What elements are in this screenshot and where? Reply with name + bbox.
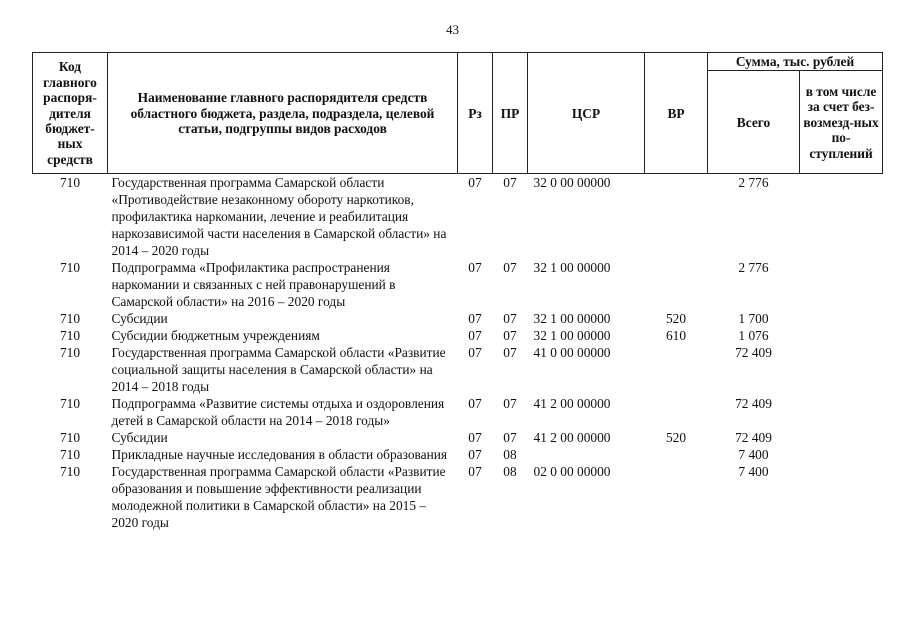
cell-code: 710 <box>59 328 81 344</box>
cell-incl <box>800 174 883 260</box>
cell-code: 710 <box>59 345 81 361</box>
cell-csr: 32 1 00 00000 <box>533 260 611 276</box>
cell-pr: 07 <box>503 260 517 276</box>
cell-incl <box>800 429 883 446</box>
cell-csr: 32 1 00 00000 <box>533 328 611 344</box>
cell-pr: 07 <box>503 328 517 344</box>
header-total: Всего <box>708 71 800 174</box>
table-row <box>33 463 883 531</box>
cell-rz: 07 <box>468 328 482 344</box>
cell-vr <box>645 344 708 395</box>
header-sum: Сумма, тыс. рублей <box>708 53 883 71</box>
cell-pr: 07 <box>503 175 517 191</box>
header-code: Код главного распоря-дителя бюджет-ных средств <box>33 53 108 174</box>
cell-pr: 07 <box>503 345 517 361</box>
table-row <box>33 327 883 344</box>
cell-total: 72 409 <box>735 396 772 412</box>
cell-rz: 07 <box>468 311 482 327</box>
header-csr: ЦСР <box>528 53 645 174</box>
cell-total: 1 076 <box>738 328 769 344</box>
cell-name: Государственная программа Самарской области «Развитие социальной защиты населения в Самарской области» на 2014 – 2018 годы <box>111 345 446 395</box>
cell-name: Государственная программа Самарской области «Развитие образования и повышение эффективности реализации молодежной политики в Самарской области» на 2015 – 2020 годы <box>111 464 446 531</box>
cell-rz: 07 <box>468 464 482 480</box>
cell-pr: 07 <box>503 430 517 446</box>
table-row <box>33 344 883 395</box>
cell-csr: 41 0 00 00000 <box>533 345 611 361</box>
cell-vr: 610 <box>665 328 687 344</box>
header-pr: ПР <box>493 53 528 174</box>
cell-vr: 520 <box>665 430 687 446</box>
cell-vr <box>645 463 708 531</box>
cell-total: 72 409 <box>735 430 772 446</box>
cell-code: 710 <box>59 464 81 480</box>
cell-pr: 07 <box>503 311 517 327</box>
page-number: 43 <box>446 22 459 37</box>
cell-total: 2 776 <box>738 175 769 191</box>
cell-pr: 07 <box>503 396 517 412</box>
cell-incl <box>800 395 883 429</box>
cell-rz: 07 <box>468 260 482 276</box>
cell-rz: 07 <box>468 447 482 463</box>
cell-vr <box>645 395 708 429</box>
cell-code: 710 <box>59 175 81 191</box>
cell-csr: 41 2 00 00000 <box>533 430 611 446</box>
cell-name: Субсидии <box>111 311 168 327</box>
cell-total: 72 409 <box>735 345 772 361</box>
cell-incl <box>800 463 883 531</box>
cell-code: 710 <box>59 447 81 463</box>
cell-incl <box>800 446 883 463</box>
cell-name: Прикладные научные исследования в области образования <box>111 447 448 463</box>
cell-incl <box>800 327 883 344</box>
cell-code: 710 <box>59 311 81 327</box>
cell-rz: 07 <box>468 345 482 361</box>
cell-rz: 07 <box>468 430 482 446</box>
cell-csr: 41 2 00 00000 <box>533 396 611 412</box>
table-row <box>33 429 883 446</box>
header-incl: в том числе за счет без-возмезд-ных по-ступлений <box>800 71 883 174</box>
header-name: Наименование главного распорядителя средств областного бюджета, раздела, подраздела, целевой статьи, подгруппы видов расходов <box>108 53 458 174</box>
cell-csr: 32 1 00 00000 <box>533 311 611 327</box>
cell-total: 7 400 <box>738 464 769 480</box>
header-rz: Рз <box>458 53 493 174</box>
table-row <box>33 310 883 327</box>
cell-total: 2 776 <box>738 260 769 276</box>
table-row <box>33 174 883 260</box>
cell-code: 710 <box>59 396 81 412</box>
cell-name: Государственная программа Самарской области «Противодействие незаконному обороту наркотиков, профилактика наркомании, лечение и реабилитация наркозависимой части населения в Самарской области» на 2014 – 2020 годы <box>111 175 447 259</box>
budget-table <box>32 52 883 531</box>
cell-name: Субсидии <box>111 430 168 446</box>
cell-pr: 08 <box>503 447 517 463</box>
cell-pr: 08 <box>503 464 517 480</box>
cell-rz: 07 <box>468 396 482 412</box>
cell-vr: 520 <box>665 311 687 327</box>
cell-csr: 32 0 00 00000 <box>533 175 611 191</box>
table-row <box>33 395 883 429</box>
header-vr: ВР <box>645 53 708 174</box>
cell-total: 1 700 <box>738 311 769 327</box>
cell-incl <box>800 344 883 395</box>
cell-name: Субсидии бюджетным учреждениям <box>111 328 320 344</box>
cell-incl <box>800 310 883 327</box>
table-row <box>33 446 883 463</box>
cell-csr <box>528 446 645 463</box>
cell-total: 7 400 <box>738 447 769 463</box>
cell-vr <box>645 259 708 310</box>
cell-code: 710 <box>59 430 81 446</box>
cell-rz: 07 <box>468 175 482 191</box>
cell-vr <box>645 174 708 260</box>
cell-csr: 02 0 00 00000 <box>533 464 611 480</box>
cell-vr <box>645 446 708 463</box>
cell-name: Подпрограмма «Развитие системы отдыха и оздоровления детей в Самарской области на 2014 – 2018 годы» <box>111 396 445 429</box>
table-body <box>33 174 883 532</box>
cell-name: Подпрограмма «Профилактика распространения наркомании и связанных с ней правонарушений в Самарской области» на 2016 – 2020 годы <box>111 260 396 310</box>
cell-code: 710 <box>59 260 81 276</box>
cell-incl <box>800 259 883 310</box>
table-row <box>33 259 883 310</box>
